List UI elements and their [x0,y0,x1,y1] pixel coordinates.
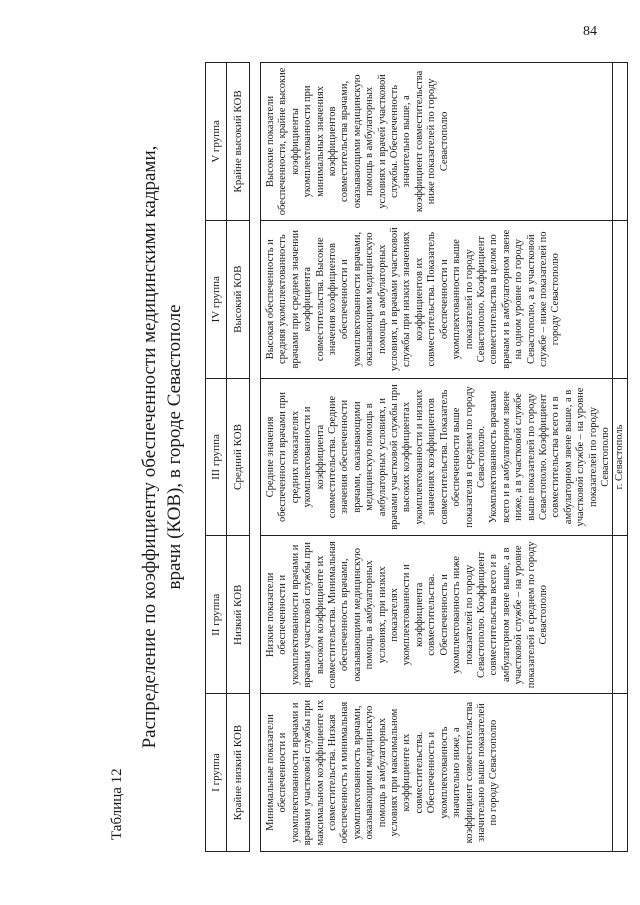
level-cell: Средний КОВ [227,378,250,536]
group-cell: I группа [206,694,227,852]
description-cell: Высокие показатели обеспеченности, крайне высокие коэффициенты укомплектованности при минимальных значениях коэффициентов совместительства врачами, оказывающими медицинскую помощь в амбулаторных условиях и врачей участковой службы. Обеспеченность значительно выше, а коэффициент совместительства ниже показателей по городу Севастополю [261,63,613,221]
description-row [261,63,613,852]
group-header-row [206,63,227,852]
description-cell: Средние значения обеспеченности врачами при средних показателях укомплектованности и коэффициента совместительства. Средние значения обеспеченности врачами, оказывающими медицинскую помощь в амбулаторных условиях, и врачами участковой службы при высоких коэффициентах укомплектованности и низких значениях коэффициентов совместительства. Показатель обеспеченности выше показателя в среднем по городу Севастополю. Укомплектованность врачами всего и в амбулаторном звене ниже, а в участковой службе выше показателей по городу Севастополю. Коэффициент совместительства всего и в амбулаторном звене выше, а в участковой службе – на уровне показателей по городу Севастополю [261,378,613,536]
description-cell: Высокая обеспеченность и средняя укомплектованность врачами при среднем значении коэффициента совместительства. Высокие значения коэффициентов обеспеченности и укомплектованности врачами, оказывающими медицинскую помощь в амбулаторных условиях, и врачами участковой службы при низких значениях коэффициентов их совместительства. Показатель обеспеченности и укомплектованности выше показателей по городу Севастополю. Коэффициент совместительства в целом по врачам и в амбулаторном звене на одном уровне по городу Севастополю, а в участковой службе – ниже показателей по городу Севастополю [261,220,613,378]
table-title: Распределение по коэффициенту обеспеченности медицинскими кадрами, врачи (КОВ), в городе Севастополе [139,145,185,749]
table-label: Таблица 12 [109,768,125,840]
group-cell: III группа [206,378,227,536]
group-cell: V группа [206,63,227,221]
rotated-page-content [105,62,626,852]
city-row [613,63,628,852]
distribution-table [205,62,628,852]
level-header-row [227,63,250,852]
level-cell: Крайне высокий КОВ [227,63,250,221]
description-cell: Минимальные показатели обеспеченности и укомплектованности врачами и врачами участковой службы при максимальном коэффициенте их совместительства. Низкая обеспеченность и минимальная укомплектованность врачами, оказывающими медицинскую помощь в амбулаторных условиях при максимальном коэффициенте их совместительства. Обеспеченность и укомплектованность значительно ниже, а коэффициент совместительства значительно выше показателей по городу Севастополю [261,694,613,852]
level-cell: Низкий КОВ [227,536,250,694]
description-cell: Низкие показатели обеспеченности и укомплектованности врачами и врачами участковой службы при высоком коэффициенте их совместительства. Минимальная обеспеченность врачами, оказывающими медицинскую помощь в амбулаторных условиях, при низких показателях укомплектованности и коэффициента совместительства. Обеспеченность и укомплектованность ниже показателей по городу Севастополю. Коэффициент совместительства всего и в амбулаторном звене выше, а в участковой службе – на уровне показателей в среднем по городу Севастополю [261,536,613,694]
group-cell: II группа [206,536,227,694]
level-cell: Высокий КОВ [227,220,250,378]
city-cell: г. Севастополь [613,378,628,536]
level-cell: Крайне низкий КОВ [227,694,250,852]
group-cell: IV группа [206,220,227,378]
spacer-row [250,63,261,852]
page-number: 84 [583,24,597,39]
